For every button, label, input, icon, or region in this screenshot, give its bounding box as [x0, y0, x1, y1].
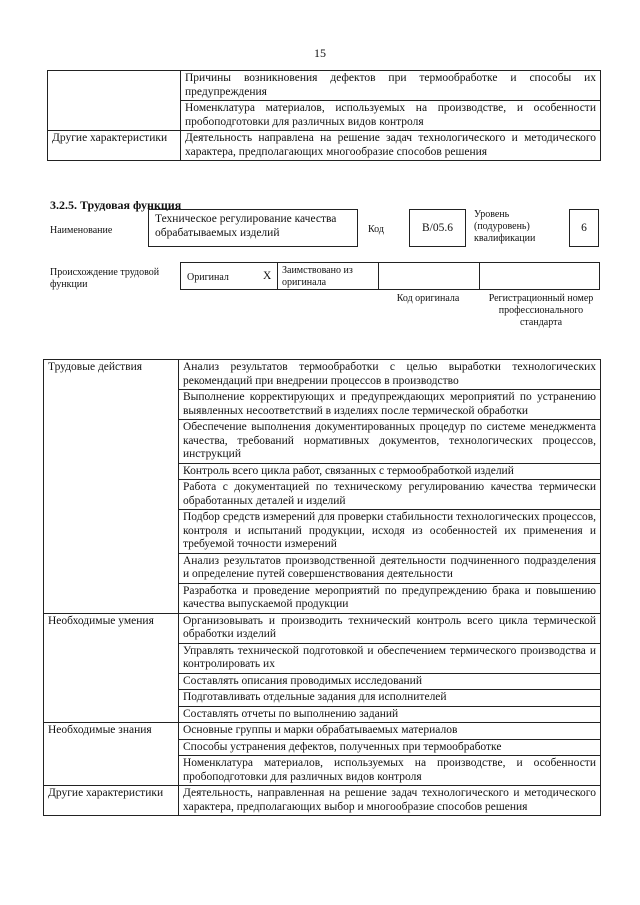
table-row [44, 360, 601, 390]
row-item: Номенклатура материалов, используемых на производстве, и особенности пробоподготовки для различных видов контроля [181, 101, 601, 131]
row-item: Выполнение корректирующих и предупреждающих мероприятий по устранению выявленных несоответствий в изделиях после термической обработки [179, 390, 601, 420]
row-item: Контроль всего цикла работ, связанных с термообработкой изделий [179, 463, 601, 480]
row-item: Составлять описания проводимых исследований [179, 673, 601, 690]
table-row [44, 786, 601, 816]
table-row [48, 131, 601, 161]
row-label: Трудовые действия [44, 360, 179, 614]
level-value: 6 [581, 222, 587, 234]
row-item: Номенклатура материалов, используемых на производстве, и особенности пробоподготовки для различных видов контроля [179, 756, 601, 786]
level-box [569, 209, 599, 247]
table-row [44, 723, 601, 740]
table-row [44, 613, 601, 643]
row-label [48, 71, 181, 131]
top-characteristics-table [47, 70, 601, 161]
row-item: Причины возникновения дефектов при термообработке и способы их предупреждения [181, 71, 601, 101]
labor-function-table [43, 359, 601, 816]
row-item: Анализ результатов производственной деятельности подчиненного подразделения и определение путей совершенствования деятельности [179, 553, 601, 583]
code-original-label: Код оригинала [396, 293, 460, 304]
reg-number-label: Регистрационный номер профессионального стандарта [488, 293, 594, 328]
name-label: Наименование [50, 225, 113, 236]
row-item: Деятельность направлена на решение задач технологического и методического характера, предполагающих многообразие способов решения [181, 131, 601, 161]
code-box [409, 209, 466, 247]
origin-label: Происхождение трудовой функции [50, 267, 160, 290]
row-item: Составлять отчеты по выполнению заданий [179, 706, 601, 723]
row-item: Обеспечение выполнения документированных процедур по системе менеджмента качества, требований нормативных документов, технологических процессов, инструкций [179, 420, 601, 464]
borrowed-label: Заимствовано из оригинала [282, 265, 353, 288]
row-label: Необходимые умения [44, 613, 179, 723]
row-label: Другие характеристики [48, 131, 181, 161]
origin-divider-1 [277, 263, 278, 289]
row-item: Организовывать и производить технический контроль всего цикла термической обработки изделий [179, 613, 601, 643]
row-label: Необходимые знания [44, 723, 179, 786]
original-label: Оригинал [187, 272, 229, 283]
row-item: Деятельность, направленная на решение задач технологического и методического характера, предполагающих выбор и многообразие способов решения [179, 786, 601, 816]
origin-divider-3 [479, 263, 480, 289]
code-label: Код [368, 224, 384, 235]
row-item: Основные группы и марки обрабатываемых материалов [179, 723, 601, 740]
row-item: Подбор средств измерений для проверки стабильности технологических процессов, контроля и испытаний продукции, исходя из особенностей их применения и требуемой точности измерений [179, 510, 601, 554]
row-item: Управлять технической подготовкой и обеспечением термического производства и контролировать их [179, 643, 601, 673]
section-heading: 3.2.5. Трудовая функция [50, 198, 182, 212]
original-mark: X [263, 270, 272, 282]
page-number: 15 [314, 46, 326, 60]
row-item: Анализ результатов термообработки с целью выработки технологических рекомендаций при внедрении процессов в производство [179, 360, 601, 390]
row-label: Другие характеристики [44, 786, 179, 816]
origin-divider-2 [378, 263, 379, 289]
row-item: Разработка и проведение мероприятий по предупреждению брака и повышению качества выпускаемой продукции [179, 583, 601, 613]
function-name-box [148, 209, 358, 247]
code-value: B/05.6 [422, 222, 453, 234]
row-item: Способы устранения дефектов, полученных при термообработке [179, 739, 601, 756]
row-item: Работа с документацией по техническому регулированию качества термически обработанных деталей и изделий [179, 480, 601, 510]
table-row [48, 71, 601, 101]
origin-box [180, 262, 600, 290]
row-item: Подготавливать отдельные задания для исполнителей [179, 690, 601, 707]
level-label: Уровень (подуровень) квалификации [474, 209, 536, 244]
function-name-value: Техническое регулирование качества обрабатываемых изделий [155, 213, 337, 239]
